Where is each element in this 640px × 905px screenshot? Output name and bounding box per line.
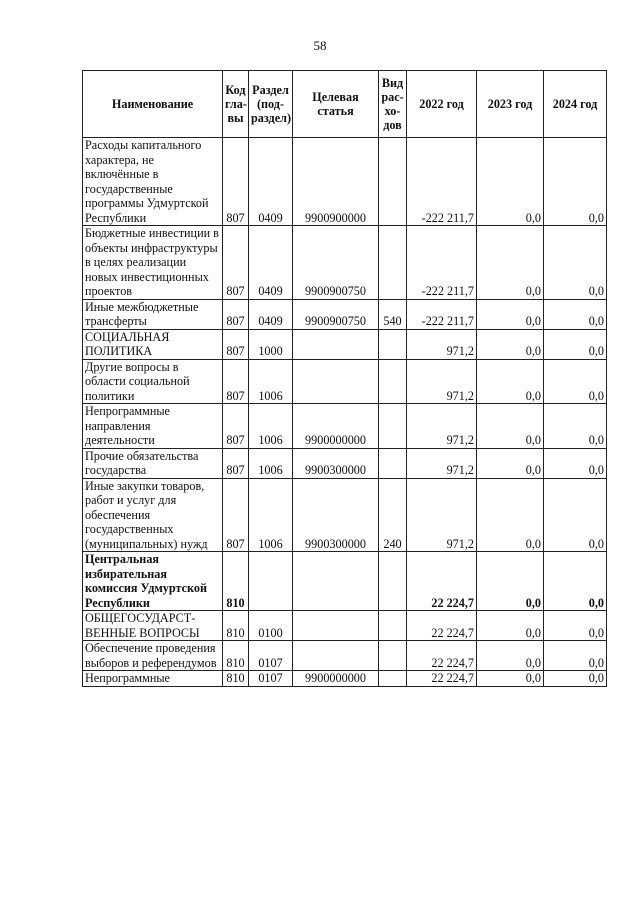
cell-2023: 0,0 [477, 329, 544, 359]
cell-section: 1006 [249, 404, 293, 449]
cell-expense [379, 671, 407, 687]
cell-2023: 0,0 [477, 226, 544, 300]
cell-target: 9900300000 [293, 478, 379, 552]
cell-section: 0107 [249, 671, 293, 687]
cell-section: 1006 [249, 359, 293, 404]
table-row [83, 671, 607, 687]
cell-expense [379, 641, 407, 671]
cell-2023: 0,0 [477, 359, 544, 404]
cell-2024: 0,0 [544, 671, 607, 687]
cell-2024: 0,0 [544, 611, 607, 641]
cell-2022: 971,2 [407, 359, 477, 404]
cell-2023: 0,0 [477, 671, 544, 687]
cell-code: 810 [223, 671, 249, 687]
cell-2024: 0,0 [544, 359, 607, 404]
cell-code: 807 [223, 478, 249, 552]
table-row [83, 478, 607, 552]
cell-expense [379, 404, 407, 449]
cell-target [293, 552, 379, 611]
table-row [83, 138, 607, 226]
header-section: Раздел (под- раздел) [249, 71, 293, 138]
cell-section: 0409 [249, 226, 293, 300]
cell-section: 0100 [249, 611, 293, 641]
cell-code: 807 [223, 138, 249, 226]
cell-expense [379, 552, 407, 611]
cell-target: 9900900000 [293, 138, 379, 226]
cell-section: 0409 [249, 299, 293, 329]
header-2023: 2023 год [477, 71, 544, 138]
header-target: Целевая статья [293, 71, 379, 138]
cell-code: 807 [223, 448, 249, 478]
cell-expense: 540 [379, 299, 407, 329]
cell-section: 0107 [249, 641, 293, 671]
table-row [83, 448, 607, 478]
cell-target [293, 641, 379, 671]
page-number: 58 [313, 38, 327, 53]
cell-2022: 971,2 [407, 329, 477, 359]
table-row [83, 611, 607, 641]
cell-expense [379, 611, 407, 641]
table-body [83, 138, 607, 687]
table-row [83, 226, 607, 300]
cell-2022: 971,2 [407, 478, 477, 552]
cell-name: Бюджетные инвестиции в объекты инфраструктуры в целях реализации новых инвестиционных проектов [83, 226, 223, 300]
cell-2023: 0,0 [477, 404, 544, 449]
cell-2022: 22 224,7 [407, 611, 477, 641]
cell-code: 807 [223, 226, 249, 300]
header-2022: 2022 год [407, 71, 477, 138]
cell-2024: 0,0 [544, 641, 607, 671]
cell-target: 9900900750 [293, 299, 379, 329]
cell-code: 810 [223, 611, 249, 641]
cell-target [293, 611, 379, 641]
table-row [83, 552, 607, 611]
table-row [83, 359, 607, 404]
cell-name: Непрограммные [83, 671, 223, 687]
cell-name: Прочие обязательства государства [83, 448, 223, 478]
cell-code: 810 [223, 552, 249, 611]
cell-code: 807 [223, 299, 249, 329]
cell-expense [379, 329, 407, 359]
cell-section: 0409 [249, 138, 293, 226]
cell-target [293, 359, 379, 404]
cell-name: ОБЩЕГОСУДАРСТ- ВЕННЫЕ ВОПРОСЫ [83, 611, 223, 641]
cell-2024: 0,0 [544, 329, 607, 359]
cell-2022: -222 211,7 [407, 299, 477, 329]
cell-name: Обеспечение проведения выборов и референдумов [83, 641, 223, 671]
cell-name: Непрограммные направления деятельности [83, 404, 223, 449]
cell-code: 807 [223, 329, 249, 359]
cell-2022: -222 211,7 [407, 226, 477, 300]
cell-code: 807 [223, 404, 249, 449]
cell-expense [379, 359, 407, 404]
cell-2024: 0,0 [544, 299, 607, 329]
header-row [83, 71, 607, 138]
header-2024: 2024 год [544, 71, 607, 138]
cell-2024: 0,0 [544, 448, 607, 478]
cell-expense [379, 448, 407, 478]
table-row [83, 329, 607, 359]
header-code: Код гла- вы [223, 71, 249, 138]
cell-section: 1000 [249, 329, 293, 359]
cell-2023: 0,0 [477, 448, 544, 478]
cell-2023: 0,0 [477, 641, 544, 671]
cell-section: 1006 [249, 448, 293, 478]
header-expense: Вид рас- хо- дов [379, 71, 407, 138]
cell-2022: 22 224,7 [407, 671, 477, 687]
cell-name: Центральная избирательная комиссия Удмуртской Республики [83, 552, 223, 611]
cell-2023: 0,0 [477, 299, 544, 329]
cell-target: 9900300000 [293, 448, 379, 478]
cell-2022: 22 224,7 [407, 641, 477, 671]
cell-name: СОЦИАЛЬНАЯ ПОЛИТИКА [83, 329, 223, 359]
table-row [83, 404, 607, 449]
cell-2022: -222 211,7 [407, 138, 477, 226]
cell-target: 9900000000 [293, 671, 379, 687]
cell-2023: 0,0 [477, 478, 544, 552]
cell-expense: 240 [379, 478, 407, 552]
cell-2024: 0,0 [544, 138, 607, 226]
table-row [83, 299, 607, 329]
cell-name: Иные межбюджетные трансферты [83, 299, 223, 329]
cell-2024: 0,0 [544, 226, 607, 300]
cell-name: Расходы капитального характера, не включённые в государственные программы Удмуртской Республики [83, 138, 223, 226]
cell-2022: 22 224,7 [407, 552, 477, 611]
cell-name: Иные закупки товаров, работ и услуг для обеспечения государственных (муниципальных) нужд [83, 478, 223, 552]
header-name: Наименование [83, 71, 223, 138]
cell-target: 9900900750 [293, 226, 379, 300]
cell-expense [379, 226, 407, 300]
cell-2023: 0,0 [477, 611, 544, 641]
cell-2024: 0,0 [544, 478, 607, 552]
cell-expense [379, 138, 407, 226]
budget-table [82, 70, 607, 687]
cell-code: 807 [223, 359, 249, 404]
cell-2024: 0,0 [544, 552, 607, 611]
cell-2023: 0,0 [477, 552, 544, 611]
cell-code: 810 [223, 641, 249, 671]
cell-name: Другие вопросы в области социальной политики [83, 359, 223, 404]
cell-2023: 0,0 [477, 138, 544, 226]
cell-section [249, 552, 293, 611]
cell-2022: 971,2 [407, 448, 477, 478]
cell-target [293, 329, 379, 359]
cell-target: 9900000000 [293, 404, 379, 449]
cell-2022: 971,2 [407, 404, 477, 449]
table-row [83, 641, 607, 671]
cell-section: 1006 [249, 478, 293, 552]
cell-2024: 0,0 [544, 404, 607, 449]
